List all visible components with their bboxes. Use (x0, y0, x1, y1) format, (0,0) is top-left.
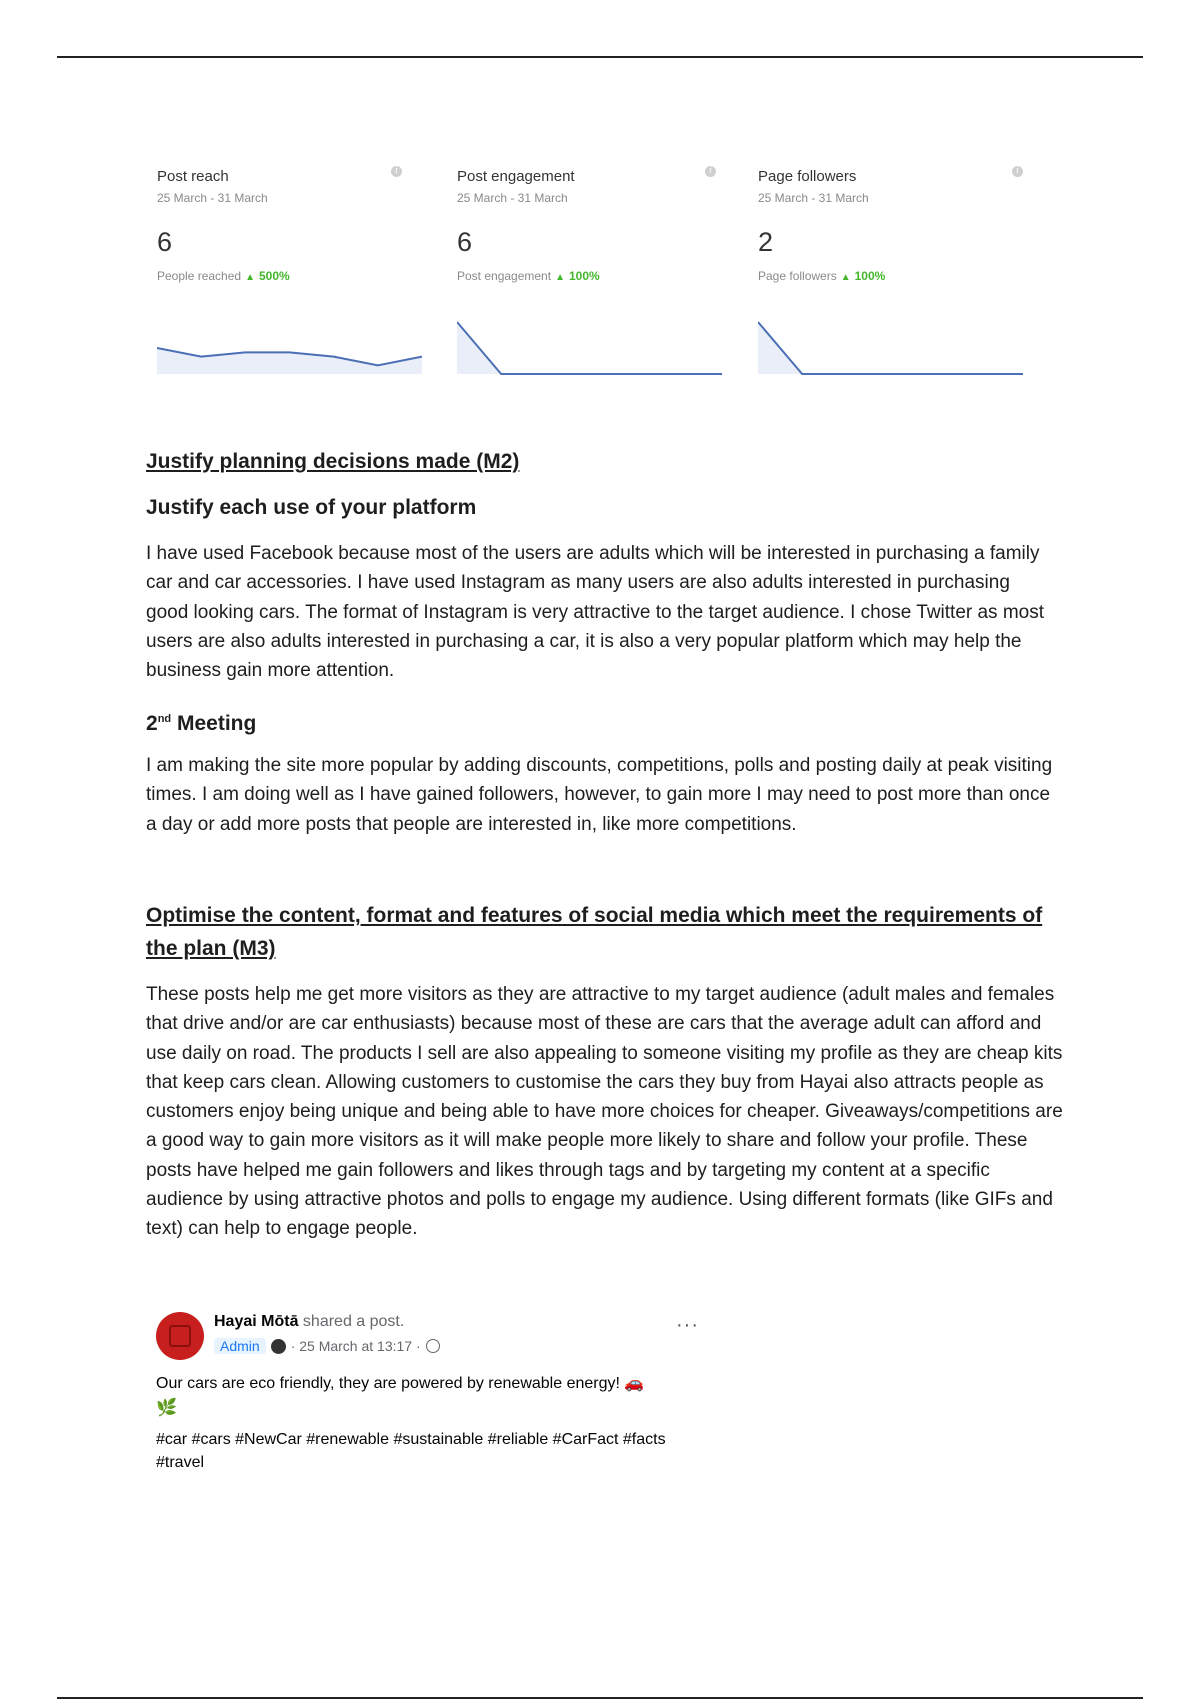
card-post-engagement (443, 148, 712, 388)
card-title: Post reach (157, 168, 229, 185)
m3-paragraph: These posts help me get more visitors as they are attractive to my target audience (adult males and females that drive and/or are car enthusiasts) because most of these are cars that the average adult can afford and use daily on road. The products I sell are also appealing to someone visiting my profile as they are cheap kits that keep cars clean. Allowing customers to customise the cars they buy from Hayai also attracts people as customers enjoy being unique and being able to have more choices for cheaper. Giveaways/competitions are a good way to gain more visitors as it will make people more likely to share and follow your profile. These posts have helped me gain followers and likes through tags and by targeting my content at a specific audience by using attractive photos and polls to engage my audience. Using different formats (like GIFs and text) can help to engage people. (146, 984, 1063, 1240)
avatar[interactable] (156, 1312, 204, 1360)
info-icon[interactable]: i (1012, 166, 1023, 177)
page-name-link[interactable]: Hayai Mōtā (214, 1313, 299, 1330)
up-arrow-icon: ▲ (245, 272, 255, 283)
up-arrow-icon: ▲ (555, 272, 565, 283)
admin-badge: Admin (214, 1338, 266, 1354)
card-title: Page followers (758, 168, 857, 185)
sparkline-chart (457, 318, 722, 378)
card-delta: 500% (258, 269, 290, 283)
card-value: 6 (457, 227, 473, 257)
m2-heading: Justify planning decisions made (M2) (146, 450, 520, 473)
platform-paragraph: I have used Facebook because most of the users are adults which will be interested in purchasing a family car and car accessories. I have used Instagram as many users are also adults interested in purchasing good looking cars. The format of Instagram is very attractive to the target audience. I chose Twitter as most users are also adults interested in purchasing a car, it is also a very popular platform which may help the business gain more attention. (146, 543, 1045, 682)
hashtags[interactable]: #car #cars #NewCar #renewable #sustainable #reliable #CarFact #facts #travel (156, 1431, 666, 1471)
post-header (214, 1313, 404, 1331)
facebook-post (156, 1308, 708, 1478)
card-delta: 100% (568, 269, 600, 283)
profile-mini-icon (271, 1339, 286, 1354)
post-text (156, 1372, 708, 1421)
top-rule (57, 56, 1143, 58)
meeting-paragraph: I am making the site more popular by adding discounts, competitions, polls and posting daily at peak visiting times. I am doing well as I have gained followers, however, to gain more I may need to post more than once a day or add more posts that people are interested in, like more competitions. (146, 755, 1053, 835)
info-icon[interactable]: i (391, 166, 402, 177)
card-sub-label: Post engagement (457, 269, 552, 283)
card-sub-label: Page followers (758, 269, 837, 283)
meeting-word: Meeting (176, 712, 257, 735)
globe-icon (426, 1339, 440, 1353)
card-date: 25 March - 31 March (157, 191, 268, 205)
meeting-number: 2 (146, 712, 158, 735)
card-sub (758, 269, 885, 283)
card-sub-label: People reached (157, 269, 242, 283)
leaf-emoji-icon: 🌿 (156, 1398, 178, 1417)
sparkline-area (457, 322, 722, 374)
info-icon[interactable]: i (705, 166, 716, 177)
platform-heading: Justify each use of your platform (146, 496, 477, 519)
card-title: Post engagement (457, 168, 575, 185)
card-date: 25 March - 31 March (758, 191, 869, 205)
post-meta (214, 1338, 440, 1354)
meeting-heading (146, 705, 1066, 738)
car-emoji-icon: 🚗 (624, 1375, 645, 1392)
m3-heading: Optimise the content, format and features of social media which meet the requirements of the plan (M3) (146, 904, 1043, 960)
meeting-ordinal: nd (157, 713, 172, 725)
sparkline-line (758, 322, 1023, 374)
card-date: 25 March - 31 March (457, 191, 568, 205)
up-arrow-icon: ▲ (840, 272, 851, 283)
card-delta: 100% (854, 269, 886, 283)
more-options-icon[interactable]: ··· (676, 1314, 699, 1336)
sparkline-chart (758, 318, 1023, 378)
post-message: Our cars are eco friendly, they are powered by renewable energy! (156, 1375, 620, 1392)
sparkline-area (758, 322, 1023, 374)
card-value: 6 (157, 227, 173, 257)
post-action: shared a post. (302, 1313, 405, 1330)
card-page-followers (744, 148, 1019, 388)
card-sub (457, 269, 600, 283)
post-timestamp[interactable]: · 25 March at 13:17 · (290, 1338, 421, 1354)
bottom-rule (57, 1697, 1143, 1699)
card-post-reach (143, 148, 408, 388)
sparkline-line (457, 322, 722, 374)
sparkline-chart (157, 318, 422, 378)
card-sub (157, 269, 290, 283)
insights-cards (143, 148, 1048, 388)
card-value: 2 (758, 227, 774, 257)
